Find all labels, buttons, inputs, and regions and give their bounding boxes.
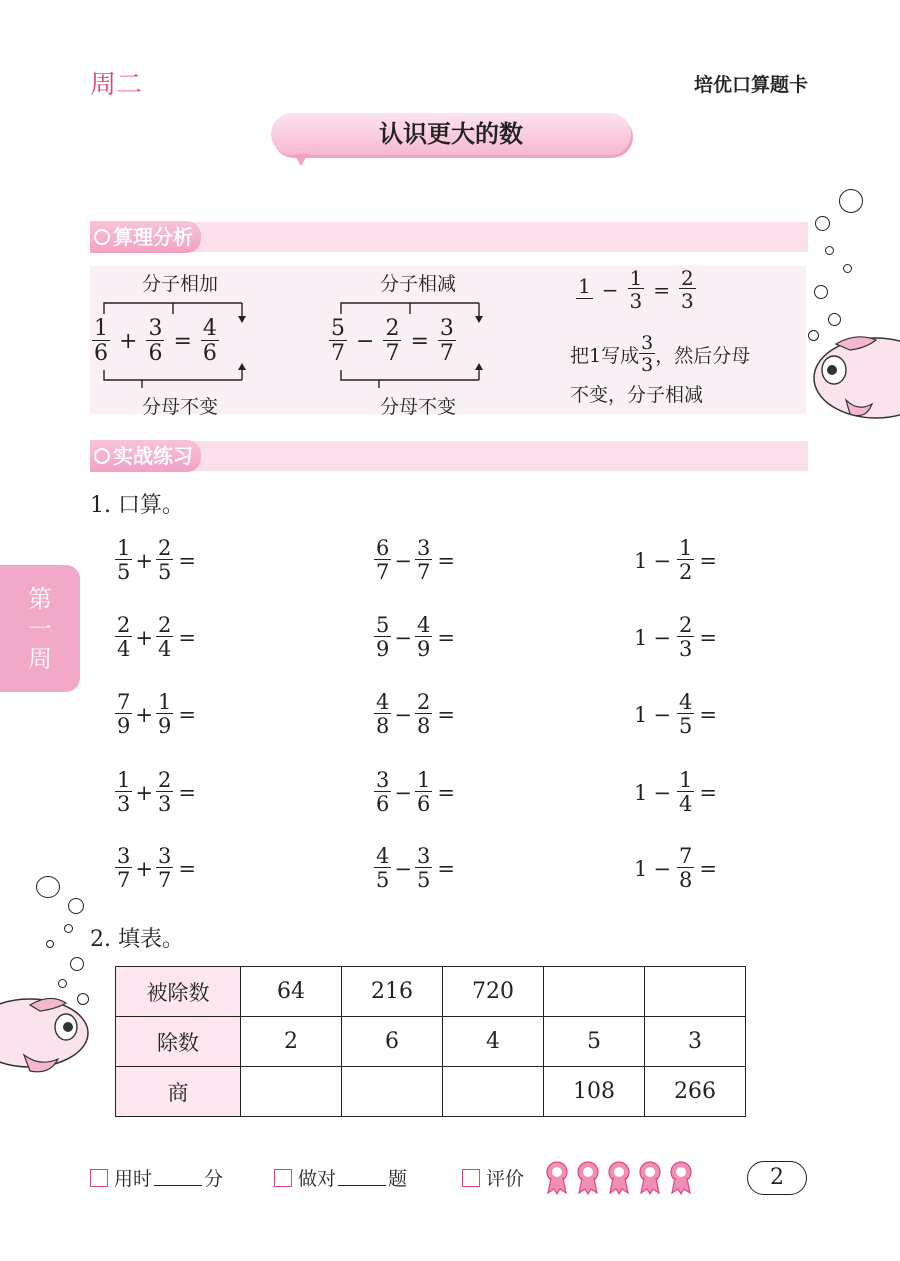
oral-problem bbox=[115, 538, 199, 583]
fraction: $\frac{3}{6}$ bbox=[148, 316, 163, 366]
practice-section-tag bbox=[90, 440, 201, 472]
checkbox-icon[interactable] bbox=[90, 1169, 108, 1187]
equals-sign: = bbox=[437, 856, 455, 881]
fraction: $\frac{2}{5}$ bbox=[157, 536, 172, 584]
fraction: $\frac{7}{8}$ bbox=[678, 844, 693, 892]
fraction: $\frac{3}{5}$ bbox=[416, 844, 431, 892]
bubble-icon bbox=[825, 246, 834, 255]
bubble-icon bbox=[46, 940, 54, 948]
fill-table bbox=[115, 966, 746, 1117]
bubble-icon bbox=[843, 264, 852, 273]
q2-title: 2. 填表。 bbox=[90, 927, 184, 952]
equals-sign: = bbox=[699, 625, 717, 650]
operator: − bbox=[653, 625, 671, 650]
equals-sign: = bbox=[699, 780, 717, 805]
rating: 评价 bbox=[462, 1164, 524, 1191]
page-number: 2 bbox=[747, 1161, 807, 1195]
practice-section-label: 实战练习 bbox=[113, 444, 193, 468]
fraction: $\frac{1}{3}$ bbox=[629, 266, 643, 313]
q1-title: 1. 口算。 bbox=[90, 493, 184, 518]
checkbox-icon[interactable] bbox=[462, 1169, 480, 1187]
fraction: $\frac{2}{3}$ bbox=[681, 266, 694, 313]
fraction: $\frac{5}{7}$ bbox=[331, 316, 345, 366]
operator: + bbox=[135, 856, 153, 881]
ex3-explanation-line2: 不变，分子相减 bbox=[570, 384, 704, 406]
fraction: $\frac{2}{8}$ bbox=[416, 690, 431, 738]
table-cell: 108 bbox=[544, 1067, 645, 1117]
table-cell[interactable] bbox=[645, 967, 746, 1017]
time-spent: 用时 分 bbox=[90, 1164, 223, 1191]
table-cell: 64 bbox=[241, 967, 342, 1017]
ex2-bottom-label: 分母不变 bbox=[380, 396, 457, 418]
whole-number: 1 bbox=[634, 856, 648, 881]
table-row bbox=[116, 1067, 746, 1117]
oral-problem bbox=[115, 692, 199, 737]
bullet-icon bbox=[94, 448, 110, 464]
fraction: $\frac{2}{4}$ bbox=[157, 613, 172, 661]
operator: − bbox=[394, 780, 412, 805]
equals-sign: = bbox=[699, 702, 717, 727]
oral-problem bbox=[374, 538, 458, 583]
bullet-icon bbox=[94, 229, 110, 245]
fraction: $\frac{2}{4}$ bbox=[117, 613, 131, 661]
row-header: 被除数 bbox=[116, 967, 241, 1017]
table-cell[interactable] bbox=[443, 1067, 544, 1117]
week-tab-char: 一 bbox=[28, 614, 52, 643]
fraction: $\frac{7}{9}$ bbox=[117, 690, 131, 738]
equals-sign: = bbox=[178, 548, 196, 573]
bubble-icon bbox=[36, 876, 60, 898]
operator: − bbox=[653, 548, 671, 573]
fraction: $\frac{1}{4}$ bbox=[678, 768, 693, 816]
bubble-icon bbox=[814, 285, 828, 299]
time-blank[interactable] bbox=[154, 1169, 202, 1186]
table-row bbox=[116, 967, 746, 1017]
bubble-icon bbox=[70, 957, 84, 971]
fraction: $\frac{4}{5}$ bbox=[376, 844, 390, 892]
table-cell: 4 bbox=[443, 1017, 544, 1067]
table-cell: 3 bbox=[645, 1017, 746, 1067]
oral-problem bbox=[374, 615, 458, 660]
oral-problem bbox=[374, 846, 458, 891]
fraction: $\frac{1}{6}$ bbox=[94, 316, 108, 366]
operator: − bbox=[394, 548, 412, 573]
table-cell[interactable] bbox=[241, 1067, 342, 1117]
fish-icon bbox=[806, 330, 900, 426]
ex3-explanation-line1: 把1写成 $\frac{3}{3}$ ，然后分母 bbox=[570, 332, 751, 376]
week-tab bbox=[0, 565, 80, 692]
fraction: $\frac{3}{7}$ bbox=[117, 844, 131, 892]
equals-sign: = bbox=[178, 702, 196, 727]
fraction: $\frac{2}{3}$ bbox=[157, 768, 172, 816]
fraction: $\frac{4}{6}$ bbox=[202, 316, 217, 366]
oral-problem bbox=[634, 692, 720, 737]
analysis-section-tag bbox=[90, 221, 201, 253]
page-title: 认识更大的数 bbox=[271, 113, 631, 155]
equals-sign: = bbox=[437, 625, 455, 650]
equals-sign: = bbox=[178, 856, 196, 881]
title-banner-tail bbox=[294, 154, 308, 166]
whole-number: 1 bbox=[634, 780, 648, 805]
operator: − bbox=[394, 625, 412, 650]
operator: − bbox=[394, 856, 412, 881]
ex2-top-label: 分子相减 bbox=[380, 273, 457, 295]
bubble-icon bbox=[839, 189, 863, 213]
row-header: 商 bbox=[116, 1067, 241, 1117]
week-tab-char: 第 bbox=[28, 584, 52, 613]
oral-problem bbox=[374, 770, 458, 815]
table-cell: 2 bbox=[241, 1017, 342, 1067]
equals-sign: = bbox=[178, 625, 196, 650]
checkbox-icon[interactable] bbox=[274, 1169, 292, 1187]
fraction: $\frac{1}{5}$ bbox=[117, 536, 131, 584]
oral-problem bbox=[115, 770, 199, 815]
whole-number: 1 bbox=[634, 625, 648, 650]
oral-problem bbox=[634, 846, 720, 891]
fraction: $\frac{1}{9}$ bbox=[157, 690, 172, 738]
ex3-equation: 1 − $\frac{1}{3}$ = $\frac{2}{3}$ bbox=[578, 266, 694, 313]
oral-problem bbox=[115, 846, 199, 891]
oral-problem bbox=[634, 615, 720, 660]
table-cell[interactable] bbox=[544, 967, 645, 1017]
analysis-panel bbox=[90, 266, 806, 418]
equals-sign: = bbox=[437, 548, 455, 573]
operator: − bbox=[653, 780, 671, 805]
book-title: 培优口算题卡 bbox=[693, 74, 808, 96]
bubble-icon bbox=[68, 898, 84, 914]
bubble-icon bbox=[64, 924, 73, 933]
operator: − bbox=[653, 856, 671, 881]
equals-sign: = bbox=[699, 548, 717, 573]
ex1-equation: $\frac{1}{6}$ + $\frac{3}{6}$ = $\frac{4}{6}$ bbox=[94, 316, 217, 366]
ex2-equation: $\frac{5}{7}$ − $\frac{2}{7}$ = $\frac{3}{7}$ bbox=[331, 316, 454, 366]
table-cell: 266 bbox=[645, 1067, 746, 1117]
fraction: $\frac{1}{2}$ bbox=[678, 536, 693, 584]
equals-sign: = bbox=[437, 702, 455, 727]
correct-count: 做对 题 bbox=[274, 1164, 407, 1191]
bubble-icon bbox=[815, 216, 830, 231]
oral-problem bbox=[634, 770, 720, 815]
fraction: $\frac{2}{7}$ bbox=[385, 316, 400, 366]
table-cell: 6 bbox=[342, 1017, 443, 1067]
fraction: $\frac{6}{7}$ bbox=[376, 536, 390, 584]
ex1-bottom-label: 分母不变 bbox=[142, 396, 219, 418]
bubble-icon bbox=[58, 979, 67, 988]
operator: − bbox=[394, 702, 412, 727]
table-row bbox=[116, 1017, 746, 1067]
fraction: $\frac{1}{6}$ bbox=[416, 768, 431, 816]
whole-number: 1 bbox=[634, 702, 648, 727]
fraction: $\frac{4}{8}$ bbox=[376, 690, 390, 738]
correct-blank[interactable] bbox=[338, 1169, 386, 1186]
fraction: $\frac{3}{7}$ bbox=[416, 536, 431, 584]
ex1-top-label: 分子相加 bbox=[142, 273, 219, 295]
fraction: $\frac{1}{3}$ bbox=[117, 768, 131, 816]
oral-problem bbox=[374, 692, 458, 737]
equals-sign: = bbox=[437, 780, 455, 805]
rating-medals-icon bbox=[544, 1160, 694, 1196]
fraction: $\frac{2}{3}$ bbox=[678, 613, 693, 661]
equals-sign: = bbox=[178, 780, 196, 805]
day-label: 周二 bbox=[90, 70, 143, 100]
operator: − bbox=[653, 702, 671, 727]
table-cell: 216 bbox=[342, 967, 443, 1017]
bubble-icon bbox=[828, 313, 841, 326]
fraction: $\frac{4}{5}$ bbox=[678, 690, 693, 738]
operator: + bbox=[135, 548, 153, 573]
operator: + bbox=[135, 702, 153, 727]
fraction: $\frac{3}{6}$ bbox=[376, 768, 390, 816]
row-header: 除数 bbox=[116, 1017, 241, 1067]
table-cell: 5 bbox=[544, 1017, 645, 1067]
fraction: $\frac{3}{7}$ bbox=[439, 316, 454, 366]
fraction: $\frac{3}{3}$ bbox=[641, 332, 654, 376]
fraction: $\frac{5}{9}$ bbox=[376, 613, 390, 661]
analysis-section-label: 算理分析 bbox=[113, 225, 193, 249]
operator: + bbox=[135, 625, 153, 650]
fish-icon bbox=[0, 995, 92, 1075]
table-cell: 720 bbox=[443, 967, 544, 1017]
oral-problem bbox=[115, 615, 199, 660]
whole-number: 1 bbox=[634, 548, 648, 573]
fraction: $\frac{4}{9}$ bbox=[416, 613, 431, 661]
equals-sign: = bbox=[699, 856, 717, 881]
fraction: $\frac{3}{7}$ bbox=[157, 844, 172, 892]
operator: + bbox=[135, 780, 153, 805]
table-cell[interactable] bbox=[342, 1067, 443, 1117]
oral-problem bbox=[634, 538, 720, 583]
week-tab-char: 周 bbox=[28, 644, 52, 673]
